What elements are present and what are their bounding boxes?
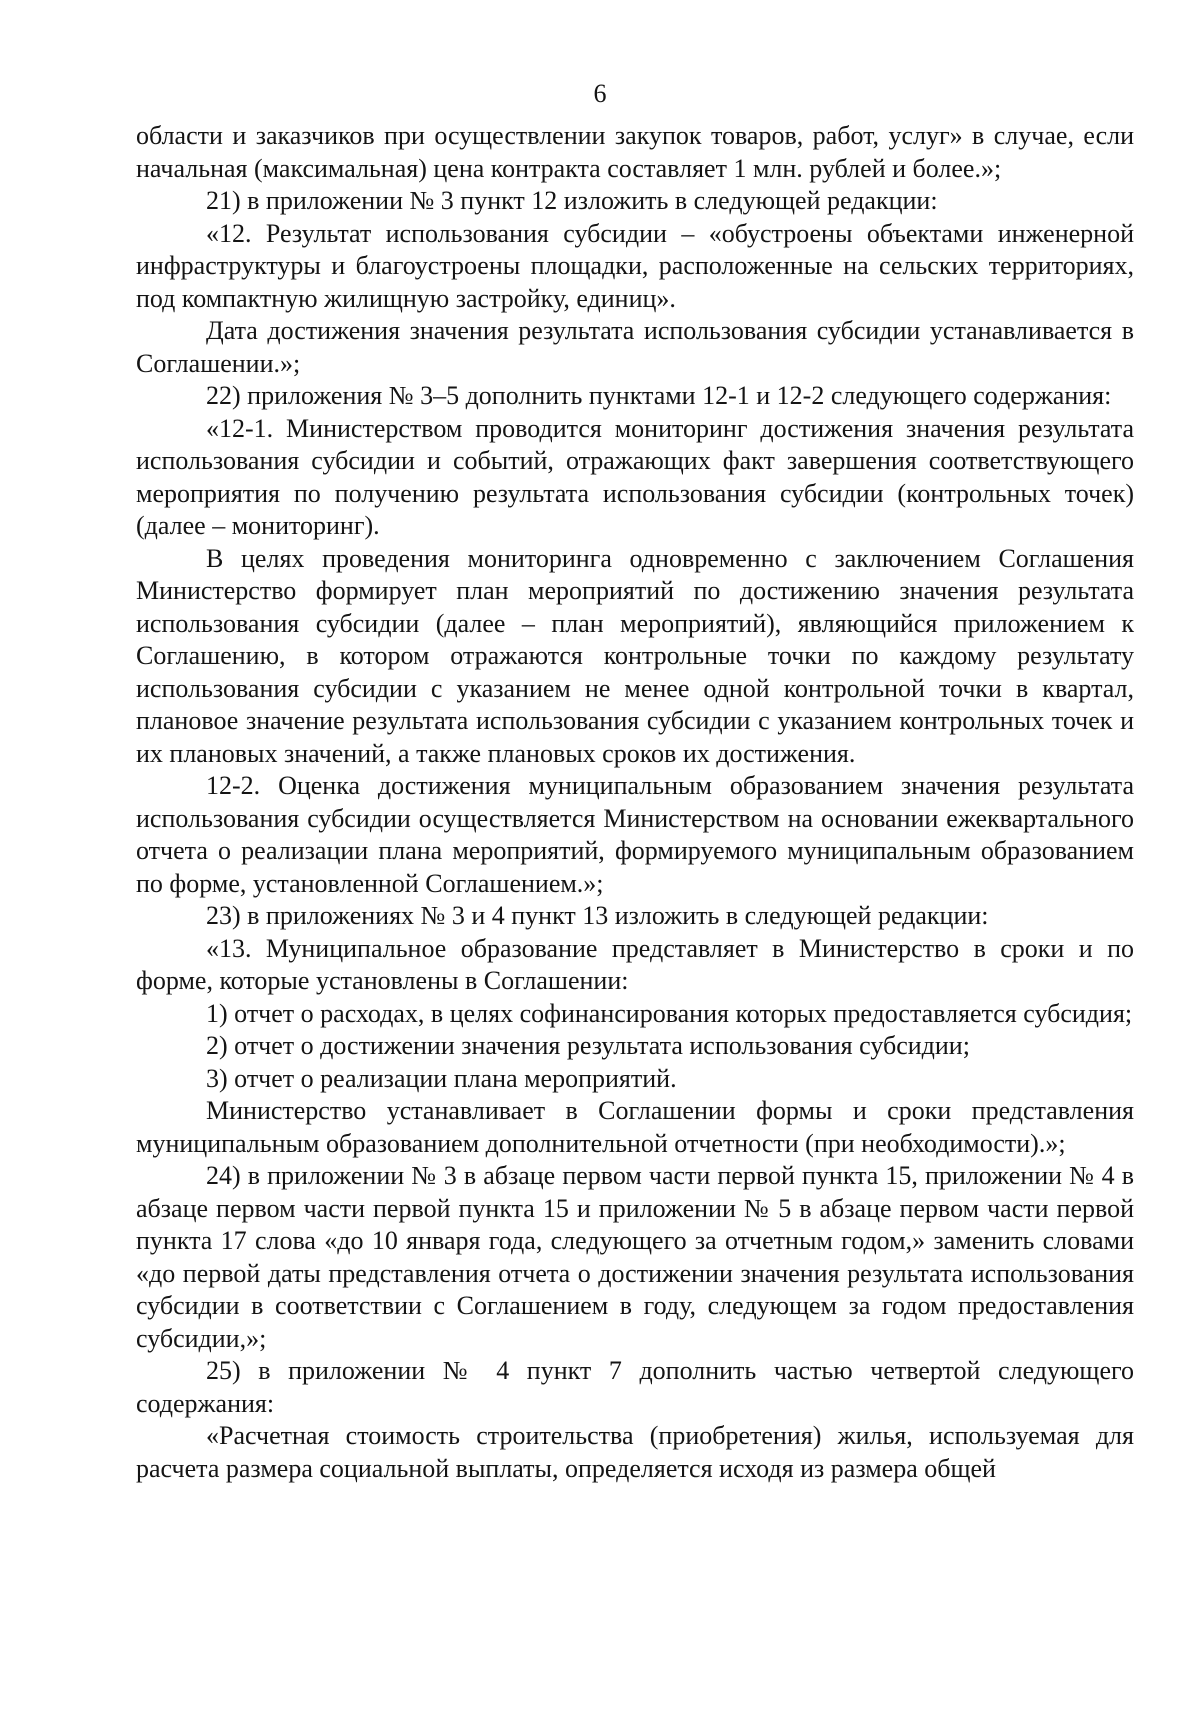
paragraph-item-23: 23) в приложениях № 3 и 4 пункт 13 изложить в следующей редакции: bbox=[206, 901, 989, 930]
paragraph-report-1: 1) отчет о расходах, в целях софинансирования которых предоставляется субсидия; bbox=[206, 998, 1133, 1028]
paragraph-clause-12: «12. Результат использования субсидии – «обустроены объектами инженерной инфраструктуры и благоустроены площадки, расположенные на сельских территориях, под компактную жилищную застройку, единиц». bbox=[136, 218, 1134, 313]
paragraph-monitoring-plan: В целях проведения мониторинга одновременно с заключением Соглашения Министерство формирует план мероприятий по достижению значения результата использования субсидии (далее – план мероприятий), являющийся приложением к Соглашению, в котором отражаются контрольные точки по каждому результату использования субсидии с указанием не менее одной контрольной точки в квартал, плановое значение результата использования субсидии с указанием контрольных точек и их плановых значений, а также плановых сроков их достижения. bbox=[136, 543, 1134, 768]
paragraph-continuation: области и заказчиков при осуществлении закупок товаров, работ, услуг» в случае, если начальная (максимальная) цена контракта составляет 1 млн. рублей и более.»; bbox=[136, 121, 1134, 183]
paragraph-item-25: 25) в приложении № 4 пункт 7 дополнить частью четвертой следующего содержания: bbox=[136, 1356, 1134, 1418]
paragraph-report-2: 2) отчет о достижении значения результата использования субсидии; bbox=[206, 1031, 970, 1060]
paragraph-additional-reporting: Министерство устанавливает в Соглашении формы и сроки представления муниципальным образованием дополнительной отчетности (при необходимости).»; bbox=[136, 1096, 1134, 1158]
page-number: 6 bbox=[593, 79, 607, 108]
paragraph-calculated-cost: «Расчетная стоимость строительства (приобретения) жилья, используемая для расчета размера социальной выплаты, определяется исходя из размера общей bbox=[136, 1421, 1134, 1483]
paragraph-item-24: 24) в приложении № 3 в абзаце первом части первой пункта 15, приложении № 4 в абзаце первом части первой пункта 15 и приложении № 5 в абзаце первом части первой пункта 17 слова «до 10 января года, следующего за отчетным годом,» заменить словами «до первой даты представления отчета о достижении значения результата использования субсидии в соответствии с Соглашением в году, следующем за годом предоставления субсидии,»; bbox=[136, 1161, 1134, 1353]
paragraph-clause-13: «13. Муниципальное образование представляет в Министерство в сроки и по форме, которые установлены в Соглашении: bbox=[136, 933, 1134, 995]
paragraph-clause-12-2: 12-2. Оценка достижения муниципальным образованием значения результата использования субсидии осуществляется Министерством на основании ежеквартального отчета о реализации плана мероприятий, формируемого муниципальным образованием по форме, установленной Соглашением.»; bbox=[136, 771, 1134, 898]
paragraph-item-21: 21) в приложении № 3 пункт 12 изложить в следующей редакции: bbox=[206, 186, 938, 215]
paragraph-item-22: 22) приложения № 3–5 дополнить пунктами 12-1 и 12-2 следующего содержания: bbox=[206, 381, 1112, 410]
paragraph-clause-12-1: «12-1. Министерством проводится мониторинг достижения значения результата использования субсидии и событий, отражающих факт завершения соответствующего мероприятия по получению результата использования субсидии (контрольных точек) (далее – мониторинг). bbox=[136, 413, 1134, 540]
document-body bbox=[136, 120, 1134, 1485]
paragraph-clause-12-date: Дата достижения значения результата использования субсидии устанавливается в Соглашении.»; bbox=[136, 316, 1134, 378]
paragraph-report-3: 3) отчет о реализации плана мероприятий. bbox=[206, 1063, 677, 1093]
